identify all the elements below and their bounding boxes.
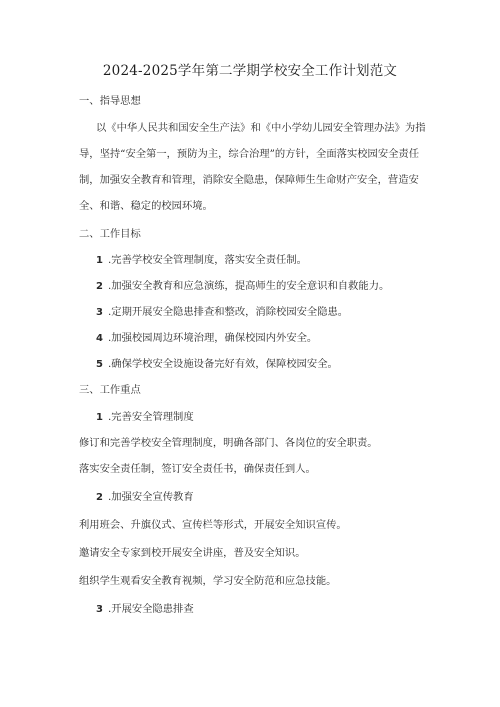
section-heading-guiding-ideology: 一、指导思想	[79, 95, 141, 107]
paragraph-line: 组织学生观看安全教育视频，学习安全防范和应急技能。	[79, 575, 337, 587]
subsection-heading	[96, 602, 194, 617]
list-item-number: 2	[96, 281, 103, 292]
paragraph-line: 以《中华人民共和国安全生产法》和《中小学幼儿园安全管理办法》为指	[96, 122, 426, 134]
list-item-text: .加强安全教育和应急演练，提高师生的安全意识和自救能力。	[108, 280, 390, 292]
list-item-text: .完善学校安全管理制度，落实安全责任制。	[108, 254, 307, 266]
document-title: 2024-2025学年第二学期学校安全工作计划范文	[102, 63, 398, 79]
section-heading-key-work: 三、工作重点	[79, 384, 141, 396]
subsection-title: .完善安全管理制度	[108, 411, 194, 423]
paragraph-line: 落实安全责任制，签订安全责任书，确保责任到人。	[79, 463, 316, 475]
list-item-text: .加强校园周边环境治理，确保校园内外安全。	[108, 332, 318, 344]
list-item	[96, 331, 317, 346]
paragraph-line: 邀请安全专家到校开展安全讲座，普及安全知识。	[79, 547, 306, 559]
list-item	[96, 357, 338, 372]
paragraph-line: 全、和谐、稳定的校园环境。	[79, 200, 213, 212]
list-item	[96, 305, 348, 320]
list-item	[96, 279, 389, 294]
paragraph-line: 利用班会、升旗仪式、宣传栏等形式，开展安全知识宣传。	[79, 519, 347, 531]
list-item-number: 4	[96, 333, 103, 344]
subsection-number: 1	[96, 412, 103, 423]
subsection-heading	[96, 410, 194, 425]
subsection-title: .开展安全隐患排查	[108, 603, 194, 615]
list-item-text: .定期开展安全隐患排查和整改，消除校园安全隐患。	[108, 306, 349, 318]
list-item-number: 1	[96, 255, 103, 266]
list-item-number: 5	[96, 359, 103, 370]
list-item	[96, 253, 307, 268]
subsection-number: 2	[96, 492, 103, 503]
paragraph-line: 制，加强安全教育和管理，消除安全隐患，保障师生生命财产安全，营造安	[79, 174, 419, 186]
subsection-heading	[96, 490, 194, 505]
paragraph-line: 修订和完善学校安全管理制度，明确各部门、各岗位的安全职责。	[79, 437, 378, 449]
subsection-title: .加强安全宣传教育	[108, 491, 194, 503]
list-item-text: .确保学校安全设施设备完好有效，保障校园安全。	[108, 358, 338, 370]
section-heading-goals: 二、工作目标	[79, 228, 141, 240]
subsection-number: 3	[96, 604, 103, 615]
list-item-number: 3	[96, 307, 103, 318]
paragraph-line: 导，坚持“安全第一，预防为主，综合治理”的方针，全面落实校园安全责任	[79, 148, 420, 160]
